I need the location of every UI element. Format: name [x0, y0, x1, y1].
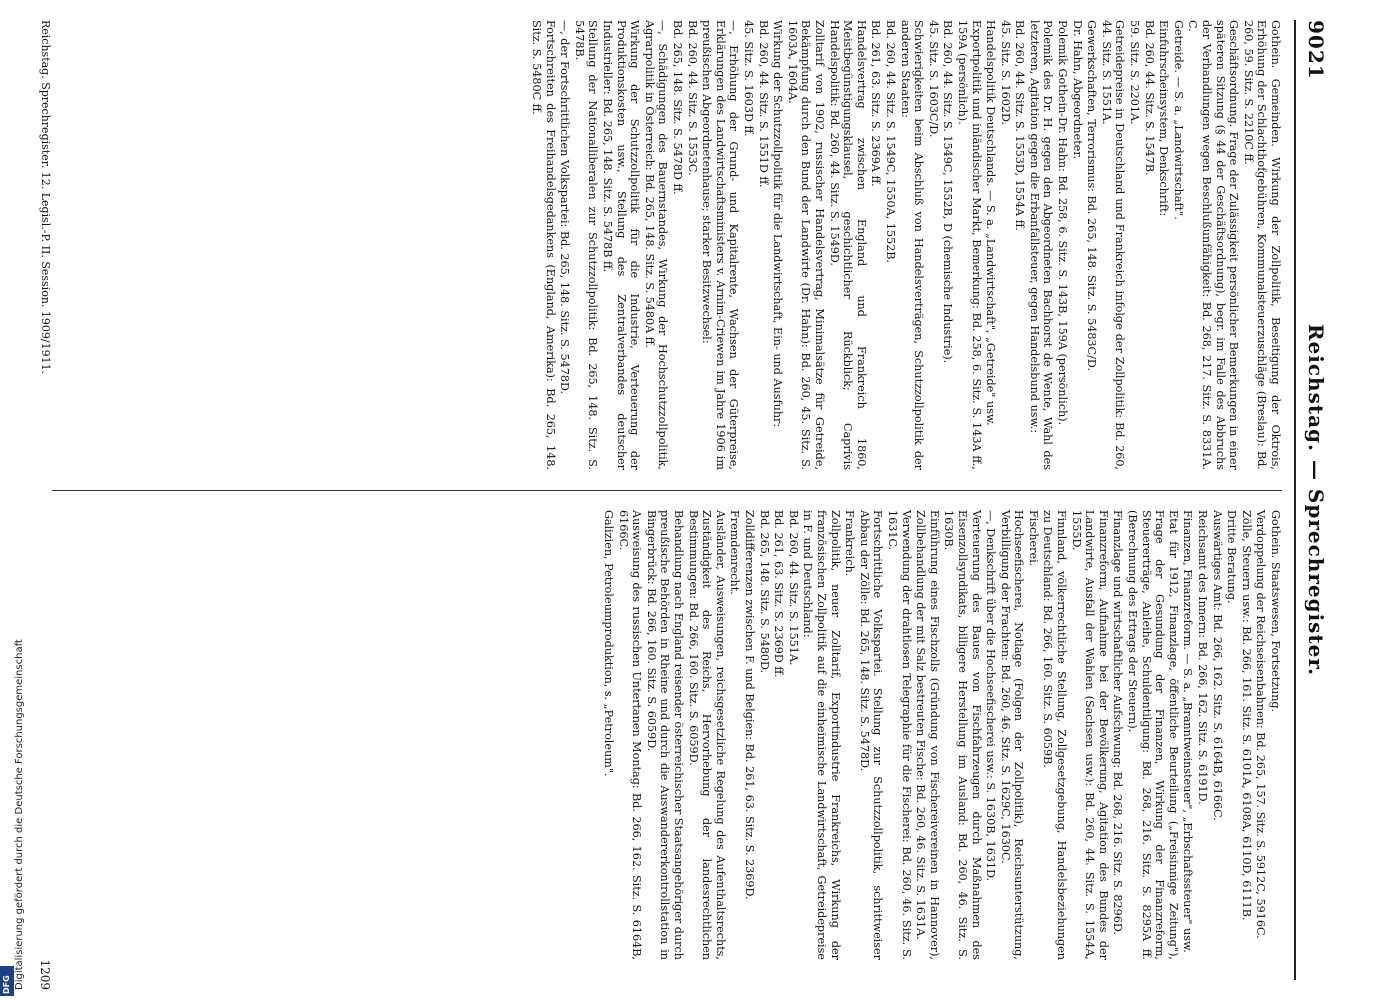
register-entry: Dritte Beratung.	[1225, 510, 1239, 604]
register-entry: Bd. 261, 63. Sitz. S. 2369A ff.	[869, 20, 883, 187]
register-entry: Getreidepreise in Deutschland und Frankreich infolge der Zollpolitik: Bd. 260, 44. Sitz. S. 1551A.	[1099, 20, 1127, 470]
dfg-logo	[0, 966, 14, 996]
register-entry: Bd. 260, 44. Sitz. S. 1551D ff.	[756, 20, 770, 188]
right-column	[601, 510, 1283, 960]
register-entry: Finanzen, Finanzreform. — S. a. „Branntweinsteuer", „Erbschaftssteuer" usw.	[1181, 510, 1195, 953]
register-entry: Gothein. Gemeinden. Wirkung der Zollpolitik, Beseitigung der Oktrois, Erhöhung der Schlachthofgebühren, Kommunalsteuerzuschläge (Breslau): Bd. 260, 59. Sitz. S. 2210C ff.	[1241, 20, 1282, 470]
register-entry: Wirkung der Schutzzollpolitik für die Landwirtschaft, Ein- und Ausfuhr:	[771, 20, 785, 428]
register-entry: Bd. 260, 44. Sitz. S. 1547B.	[1142, 20, 1156, 176]
page-number: 9021	[1304, 20, 1328, 80]
dfg-logo-text: DFG	[2, 975, 11, 994]
register-entry: Bd. 260, 44. Sitz. S. 1549C, 1550A, 1552B.	[883, 20, 897, 264]
page-header	[1298, 20, 1328, 980]
register-entry: Einfuhrscheinsystem, Denkschrift:	[1157, 20, 1171, 217]
register-entry: Verteuerung des Baues von Fischfahrzeugen durch Maßnahmen des Eisenzollsyndikats, billigere Herstellung im Ausland: Bd. 260, 46. Sitz. S. 1630B.	[942, 510, 983, 960]
register-entry: Bd. 260, 44. Sitz. S. 1553C.	[685, 20, 699, 176]
register-entry: Gewerkschaften, Terrorismus: Bd. 265, 148. Sitz. S. 5483C/D.	[1085, 20, 1099, 372]
register-entry: Bd. 260, 44. Sitz. S. 1549C, 1552B, D (chemische Industrie).	[941, 20, 955, 364]
register-entry: —, Denkschrift über die Hochseefischerei usw.: S. 1630B, 1631D.	[984, 510, 998, 882]
digitization-sidebar	[0, 0, 25, 1000]
register-entry: Bd. 260, 44. Sitz. S. 1551A.	[786, 510, 800, 666]
register-entry: Polemik des Dr. H. gegen den Abgeordneten Bachhorst de Wente, Wahl des letzteren, Agitation gegen die Erbanfallsteuer, gegen Handelsbund usw.:	[1027, 20, 1055, 470]
sheet-number: 1209	[38, 959, 52, 990]
register-entry: 45. Sitz. S. 1603C/D.	[926, 20, 940, 138]
register-entry: Fortschrittliche Volkspartei. Stellung zur Schutzzollpolitik, schrittweiser Abbau der Zölle: Bd. 265, 148. Sitz. S. 5478D.	[857, 510, 885, 960]
register-entry: Dr. Hahn, Abgeordneter.	[1070, 20, 1084, 160]
register-entry: Finanzlage und wirtschaftlicher Aufschwung: Bd. 268, 216. Sitz. S. 8296D.	[1111, 510, 1125, 935]
register-entry: Wirkung der Schutzzollpolitik für die Industrie, Verteuerung der Produktionskosten usw., Stellung des Zentralverbandes deutscher Industrieller: Bd. 265, 148. Sitz. S. 5478B ff.	[601, 20, 642, 470]
register-entry: Reichsamt des Innern: Bd. 266, 162. Sitz. S. 6191D.	[1196, 510, 1210, 805]
register-entry: 45. Sitz. S. 1602D.	[998, 20, 1012, 126]
register-entry: Etat für 1912, Finanzlage, öffentliche Beurteilung („Freisinnige Zeitung"), Frage der Gesundung der Finanzen, Wirkung der Finanzreform, Steuererträge, Anleihe, Schuldentilgung: Bd. 268, 216. Sitz. S. 8295A ff. (Berechnung des Ertrags der Steuern).	[1126, 510, 1180, 960]
register-entry: Galizien, Petroleumproduktion, s. „Petroleum".	[602, 510, 616, 777]
register-entry: Zolltarif von 1902, russischer Handelsvertrag, Minimalsätze für Getreide, Bekämpfung durch den Bund der Landwirte (Dr. Hahn): Bd. 260, 45. Sitz. S. 1603A, 1604A.	[785, 20, 826, 470]
rotated-register-page	[40, 0, 1340, 1000]
digitization-credit: Digitalisierung gefördert durch die Deutsche Forschungsgemeinschaft	[14, 639, 25, 990]
register-entry: Verwendung der drahtlosen Telegraphie für die Fischerei: Bd. 260, 46. Sitz. S. 1631C.	[885, 510, 913, 960]
register-entry: —, Schädigungen des Bauernstandes, Wirkung der Hochschutzzollpolitik, Agrarpolitik in Österreich: Bd. 265, 148. Sitz. S. 5480A ff.	[642, 20, 670, 470]
register-entry: Handelsvertrag zwischen England und Frankreich 1860, Meistbegünstigungsklausel, geschichtlicher Rückblick; Caprivis Handelspolitik: Bd. 260, 44. Sitz. S. 1549D.	[827, 20, 868, 470]
register-entry: Zölle, Steuern usw.: Bd. 266, 161. Sitz. S. 6101A, 6108A, 6110D, 6111B.	[1239, 510, 1253, 921]
register-entry: Fremdenrecht.	[728, 510, 742, 595]
register-entry: Zollpolitik, neuer Zolltarif, Exportindustrie Frankreichs, Wirkung der französischen Zollpolitik auf die einheimische Landwirtschaft, Getreidepreise in F. und Deutschland:	[801, 510, 842, 960]
left-column	[529, 20, 1282, 470]
register-entry: Bd. 265, 148. Sitz. S. 5480D.	[757, 510, 771, 674]
register-entry: Auswärtiges Amt: Bd. 266, 162. Sitz. S. 6164B, 6166C.	[1210, 510, 1224, 821]
register-entry: Schwierigkeiten beim Abschluß von Handelsverträgen, Schutzzollpolitik der anderen Staaten:	[898, 20, 926, 470]
register-entry: Ausländer, Ausweisungen, reichsgesetzliche Regelung des Aufenthaltsrechts, Zuständigkeit des Reichs, Hervorhebung der landesrechtlichen Bestimmungen: Bd. 266, 160. Sitz. S. 6059D.	[686, 510, 727, 960]
register-entry: 45. Sitz. S. 1603D ff.	[742, 20, 756, 137]
register-entry: Handelspolitik Deutschlands. — S. a. „Landwirtschaft", „Getreide" usw.	[984, 20, 998, 426]
register-entry: Hochseefischerei, Notlage (Folgen der Zollpolitik), Reichsunterstützung, Verbilligung der Frachten: Bd. 260, 46. Sitz. S. 1629C, 1630C.	[998, 510, 1026, 960]
register-entry: Fortschreiten des Freihandelsgedankens (England, Amerika): Bd. 265, 148. Sitz. S. 5480C ff.	[530, 20, 557, 470]
register-entry: Exportpolitik und inländischer Markt, Bemerkung: Bd. 258, 6. Sitz. S. 143A ff., 159A (persönlich).	[955, 20, 983, 470]
register-entry: Getreide. — S. a. „Landwirtschaft".	[1171, 20, 1185, 220]
register-entry: Bd. 265, 148. Sitz. S. 5478D ff.	[671, 20, 685, 195]
register-entry: Ausweisung des russischen Untertanen Montag: Bd. 266, 162. Sitz. S. 6164B, 6166C.	[616, 510, 644, 960]
register-entry: Finnland, völkerrechtliche Stellung, Zollgesetzgebung, Handelsbeziehungen zu Deutschland: Bd. 266, 160. Sitz. S. 6059B.	[1041, 510, 1069, 960]
register-entry: Behandlung nach England reisender österreichischer Staatsangehöriger durch preußische Behörden in Rheine und durch die Auswandererkontrollstation in Bingerbrück: Bd. 266, 160. Sitz. S. 6059D.	[644, 510, 686, 960]
register-entry: 59. Sitz. S. 2201A.	[1128, 20, 1142, 125]
register-entry: Frankreich.	[843, 510, 857, 577]
register-entry: Geschäftsordnung. Frage der Zulässigkeit persönlicher Bemerkungen in einer späteren Sitzung (§ 44 der Geschäftsordnung), begr. im Falle des Abbruchs der Verhandlungen wegen Beschlußunfähigkeit: Bd. 268, 217. Sitz. S. 8331A. C.	[1186, 20, 1241, 470]
register-entry: Polemik Gothein-Dr. Hahn: Bd. 258, 6. Sitz. S. 143B, 159A (persönlich).	[1056, 20, 1070, 426]
register-entry: Verdoppelung der Reichseisenbahnen: Bd. 265, 157. Sitz. S. 5912C, 5916C.	[1254, 510, 1268, 939]
register-entry: Bd. 260, 44. Sitz. S. 1553D, 1554A ff.	[1013, 20, 1027, 231]
register-entry: Finanzreform, Aufnahme bei der Bevölkerung, Agitation des Bundes der Landwirte, Ausfall der Wahlen (Sachsen usw.): Bd. 260, 44. Sitz. S. 1554A, 1555D.	[1069, 510, 1110, 960]
register-entry: Stellung der Nationalliberalen zur Schutzzollpolitik: Bd. 265, 148. Sitz. S. 5478B.	[572, 20, 600, 470]
register-entry: Zolldifferenzen zwischen F. und Belgien: Bd. 261, 63. Sitz. S. 2369D.	[743, 510, 757, 900]
register-entry: —, Erhöhung der Grund- und Kapitalrente, Wachsen der Güterpreise, Erklärungen des Landwirtschaftsministers v. Arnim-Criewen im Jahre 1906 im preußischen Abgeordnetenhause; starker Besitzwechsel:	[700, 20, 741, 470]
header-rule	[1294, 20, 1296, 980]
register-entry: Gothein. Staatswesen, Fortsetzung.	[1269, 510, 1282, 713]
register-entry: Bd. 261, 63. Sitz. S. 2369D ff.	[772, 510, 786, 678]
page-title: Reichstag. — Sprechregister.	[1304, 323, 1328, 677]
register-entry: —, der Fortschrittlichen Volkspartei: Bd. 265, 148. Sitz. S. 5478D.	[558, 20, 572, 395]
register-entry: Fischerei.	[1026, 510, 1040, 567]
column-divider	[52, 490, 1282, 491]
register-footer-line: Reichstag. Sprechregister. 12. Legisl.-P. II. Session. 1909/1911.	[39, 20, 52, 375]
register-entry: Einführung eines Fischzolls (Gründung von Fischereivereinen in Hannover), Zollbehandlung der mit Salz bestreuten Fische: Bd. 260, 46. Sitz. S. 1631A.	[914, 510, 941, 960]
